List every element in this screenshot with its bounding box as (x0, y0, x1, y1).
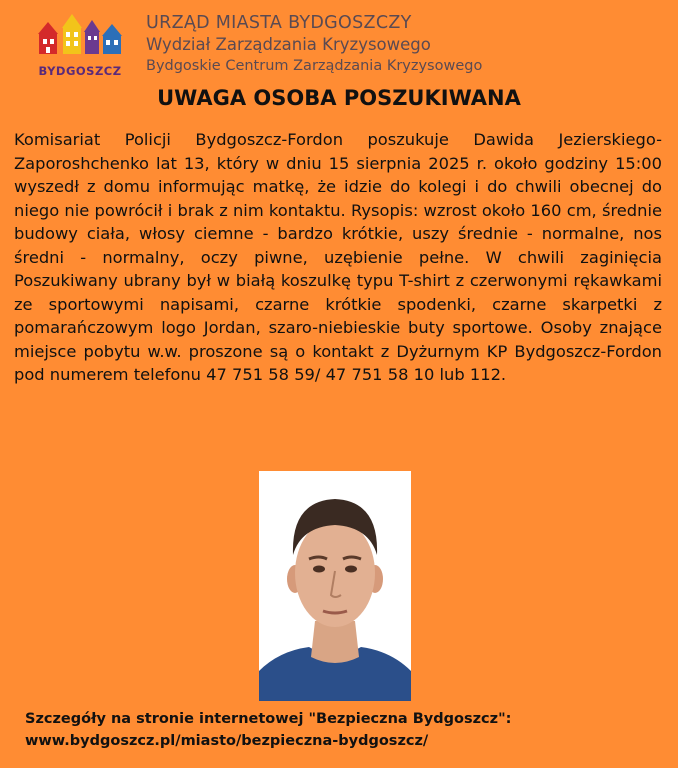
org-center: Bydgoskie Centrum Zarządzania Kryzysowego (146, 58, 483, 74)
header (0, 0, 678, 85)
houses-icon (30, 12, 130, 64)
footer (25, 708, 511, 752)
org-name: URZĄD MIASTA BYDGOSZCZY (146, 13, 412, 33)
missing-person-photo (259, 471, 411, 701)
organization-block (146, 12, 482, 76)
footer-details-label: Szczegóły na stronie internetowej "Bezpieczna Bydgoszcz": (25, 711, 512, 727)
notice-title: UWAGA OSOBA POSZUKIWANA (157, 86, 521, 110)
org-department: Wydział Zarządzania Kryzysowego (146, 35, 431, 54)
city-logo (30, 12, 130, 78)
footer-url[interactable]: www.bydgoszcz.pl/miasto/bezpieczna-bydgoszcz/ (25, 733, 429, 749)
logo-wordmark: BYDGOSZCZ (38, 64, 122, 78)
portrait-image (259, 471, 411, 701)
notice-body: Komisariat Policji Bydgoszcz-Fordon poszukuje Dawida Jezierskiego-Zaporoshchenko lat 13, który w dniu 15 sierpnia 2025 r. około godziny 15:00 wyszedł z domu informując matkę, że idzie do kolegi i do chwili obecnej do niego nie powrócił i brak z nim kontaktu. Rysopis: wzrost około 160 cm, średnie budowy ciała, włosy ciemne - bardzo krótkie, uszy średnie - normalne, nos średni - normalny, oczy piwne, uzębienie pełne. W chwili zaginięcia Poszukiwany ubrany był w białą koszulkę typu T-shirt z czerwonymi rękawkami ze sportowymi napisami, czarne krótkie spodenki, czarne skarpetki z pomarańczowym logo Jordan, szaro-niebieskie buty sportowe. Osoby znające miejsce pobytu w.w. proszone są o kontakt z Dyżurnym KP Bydgoszcz-Fordon pod numerem telefonu 47 751 58 59/ 47 751 58 10 lub 112. (14, 130, 662, 384)
